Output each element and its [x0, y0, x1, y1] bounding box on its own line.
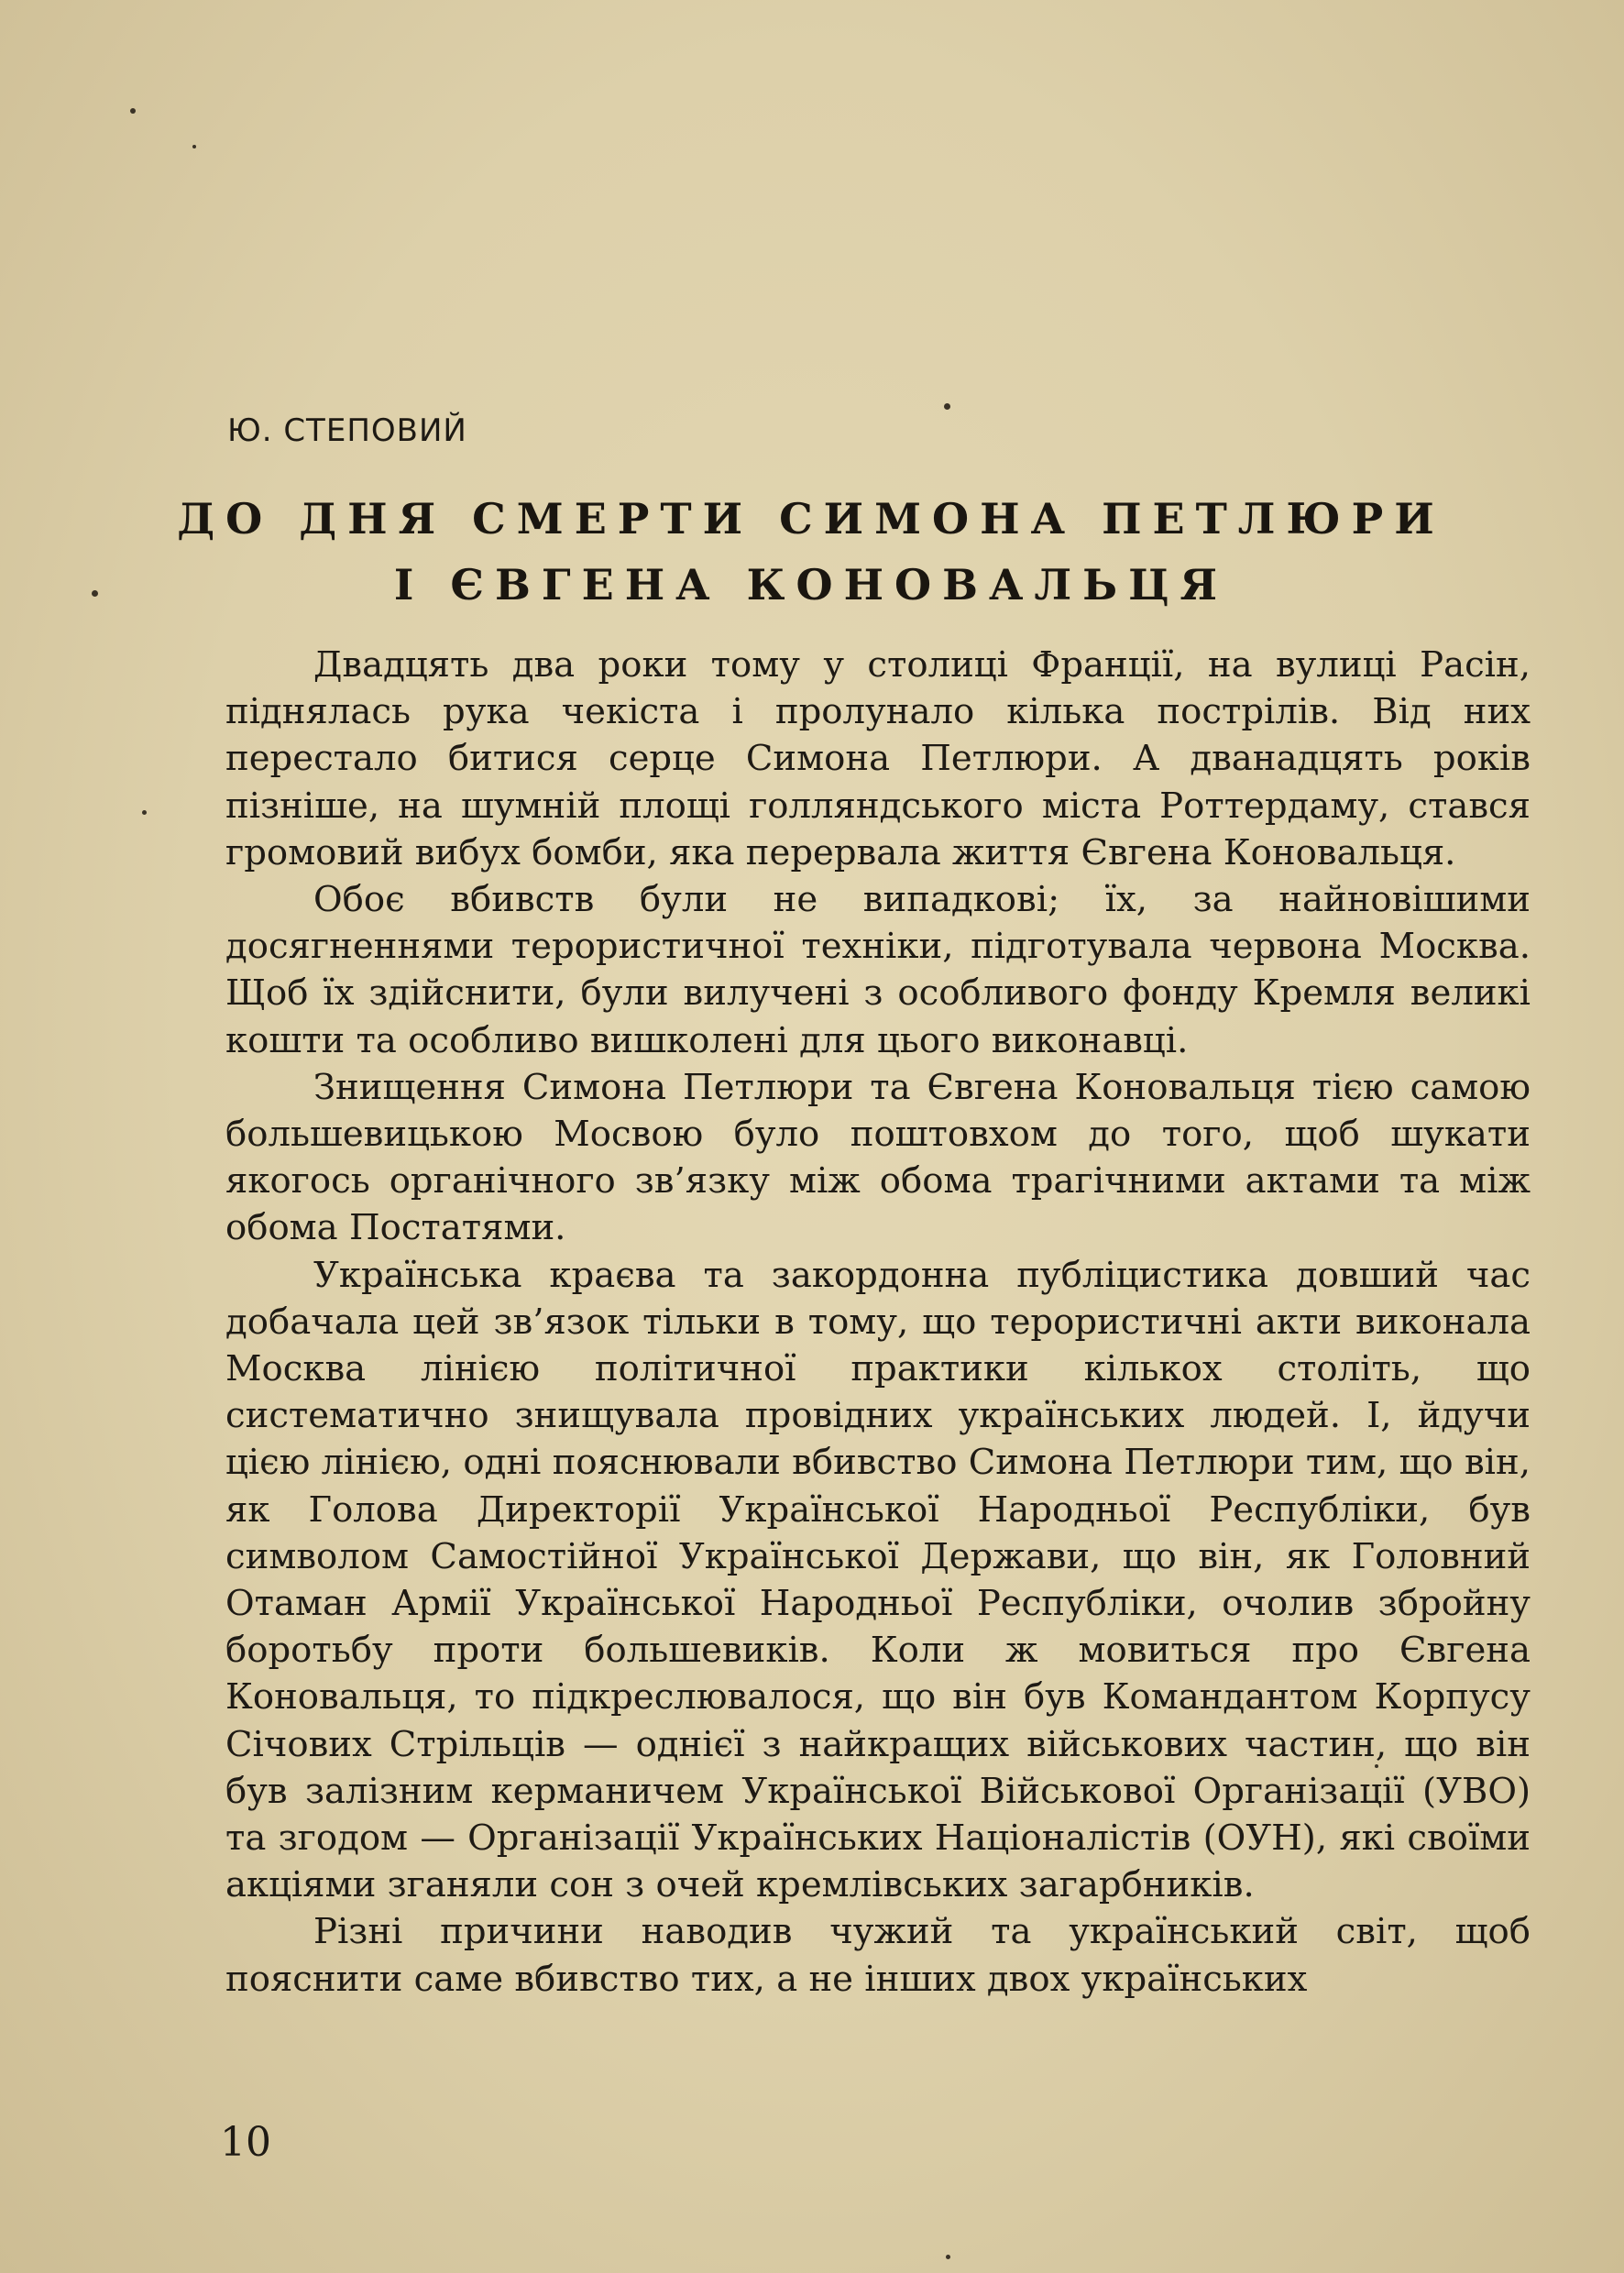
page-number: 10	[220, 2119, 271, 2166]
title-line-1: ДО ДНЯ СМЕРТИ СИМОНА ПЕТЛЮРИ	[177, 494, 1445, 544]
article-title	[137, 486, 1485, 618]
paragraph: Різні причини наводив чужий та український світ, щоб пояснити саме вбивство тих, а не інших двох українських	[225, 1911, 1531, 2000]
paper-speck	[944, 403, 950, 410]
paragraph: Двадцять два роки тому у столиці Франції, на вулиці Расін, піднялась рука чекіста і пролунало кілька пострілів. Від них перестало битися серце Симона Петлюри. А дванадцять років пізніше, на шумній площі голляндського міста Роттердаму, стався громовий вибух бомби, яка перервала життя Євгена Коновальця.	[225, 644, 1531, 873]
paper-speck	[130, 108, 136, 114]
paragraph: Обоє вбивств були не випадкові; їх, за найновішими досягненнями терористичної техніки, підготувала червона Москва. Щоб їх здійснити, були вилучені з особливого фонду Кремля великі кошти та особливо вишколені для цього виконавці.	[225, 879, 1531, 1061]
paragraph: Українська краєва та закордонна публіцистика довший час добачала цей зв’язок тільки в тому, що терористичні акти виконала Москва лінією політичної практики кількох століть, що систематично знищувала провідних українських людей. І, йдучи цією лінією, одні пояснювали вбивство Симона Петлюри тим, що він, як Голова Директорії Української Народньої Республіки, був символом Самостійної Української Держави, що він, як Головний Отаман Армії Української Народньої Республіки, очолив збройну боротьбу проти большевиків. Коли ж мовиться про Євгена Коновальця, то підкреслювалося, що він був Командантом Корпусу Січових Стрільців — однієї з найкращих військових частин, що він був залізним керманичем Української Військової Організації (УВО) та згодом — Організації Українських Націоналістів (ОУН), які своїми акціями зганяли сон з очей кремлівських загарбників.	[225, 1254, 1531, 1906]
paragraph: Знищення Симона Петлюри та Євгена Коновальця тією самою большевицькою Мосвою було поштовхом до того, щоб шукати якогось органічного зв’язку між обома трагічними актами та між обома Постатями.	[225, 1066, 1531, 1249]
paper-speck	[946, 2255, 950, 2259]
article-body	[225, 642, 1531, 2003]
author-name: Ю. СТЕПОВИЙ	[227, 412, 467, 449]
paper-speck	[142, 810, 147, 815]
paper-speck	[192, 145, 196, 148]
paper-speck	[92, 590, 98, 597]
title-line-2: І ЄВГЕНА КОНОВАЛЬЦЯ	[393, 560, 1229, 609]
